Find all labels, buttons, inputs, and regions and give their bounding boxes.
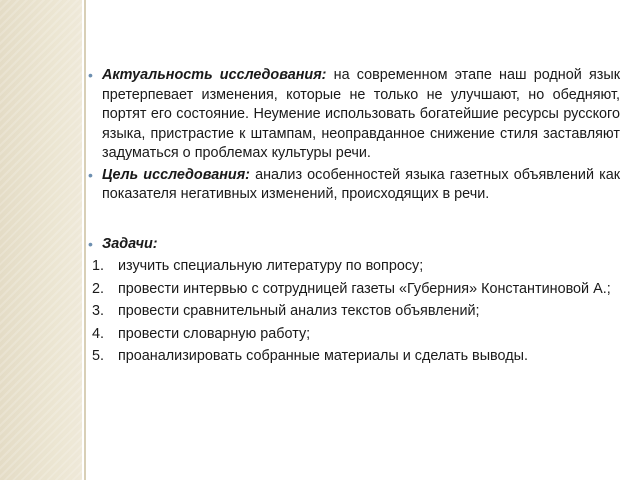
- goal-heading: Цель исследования:: [102, 166, 250, 183]
- task-number: 4.: [92, 325, 105, 342]
- goal-paragraph: [88, 166, 620, 205]
- task-item: [88, 302, 620, 322]
- task-item: [88, 325, 620, 345]
- task-item: [88, 347, 620, 367]
- task-item: [88, 257, 620, 277]
- task-number: 3.: [92, 303, 105, 319]
- relevance-paragraph: [88, 66, 620, 164]
- bullet-icon: •: [88, 235, 93, 252]
- task-number: 1.: [92, 258, 105, 274]
- relevance-heading: Актуальность исследования:: [102, 67, 327, 83]
- task-text: провести сравнительный анализ текстов объявлений;: [118, 303, 480, 319]
- task-number: 5.: [92, 348, 105, 364]
- bullet-icon: •: [88, 166, 93, 183]
- relevance-text: на современном этапе наш родной язык претерпевает изменения, которые не только не улучшают, но обедняют, портят его состояние. Неумение использовать богатейшие ресурсы русского языка, пристрастие к штампам, неоправданное снижение стиля заставляют задуматься о проблемах культуры речи.: [102, 67, 620, 161]
- task-text: проанализировать собранные материалы и сделать выводы.: [118, 348, 528, 364]
- goal-text: анализ особенностей языка газетных объявлений как показателя негативных изменений, происходящих в речи.: [102, 166, 621, 202]
- slide-content: [88, 66, 620, 367]
- task-text: провести словарную работу;: [118, 325, 311, 342]
- task-text: изучить специальную литературу по вопросу;: [118, 258, 424, 274]
- side-divider-line: [84, 0, 86, 480]
- decorative-side-band: [0, 0, 82, 480]
- task-number: 2.: [92, 280, 105, 297]
- tasks-heading: Задачи:: [102, 235, 158, 252]
- section-spacer: [88, 205, 620, 235]
- task-item: [88, 280, 620, 300]
- bullet-icon: •: [88, 67, 93, 83]
- tasks-heading-row: [88, 235, 620, 255]
- task-text: провести интервью с сотрудницей газеты «Губерния» Константиновой А.;: [118, 280, 611, 297]
